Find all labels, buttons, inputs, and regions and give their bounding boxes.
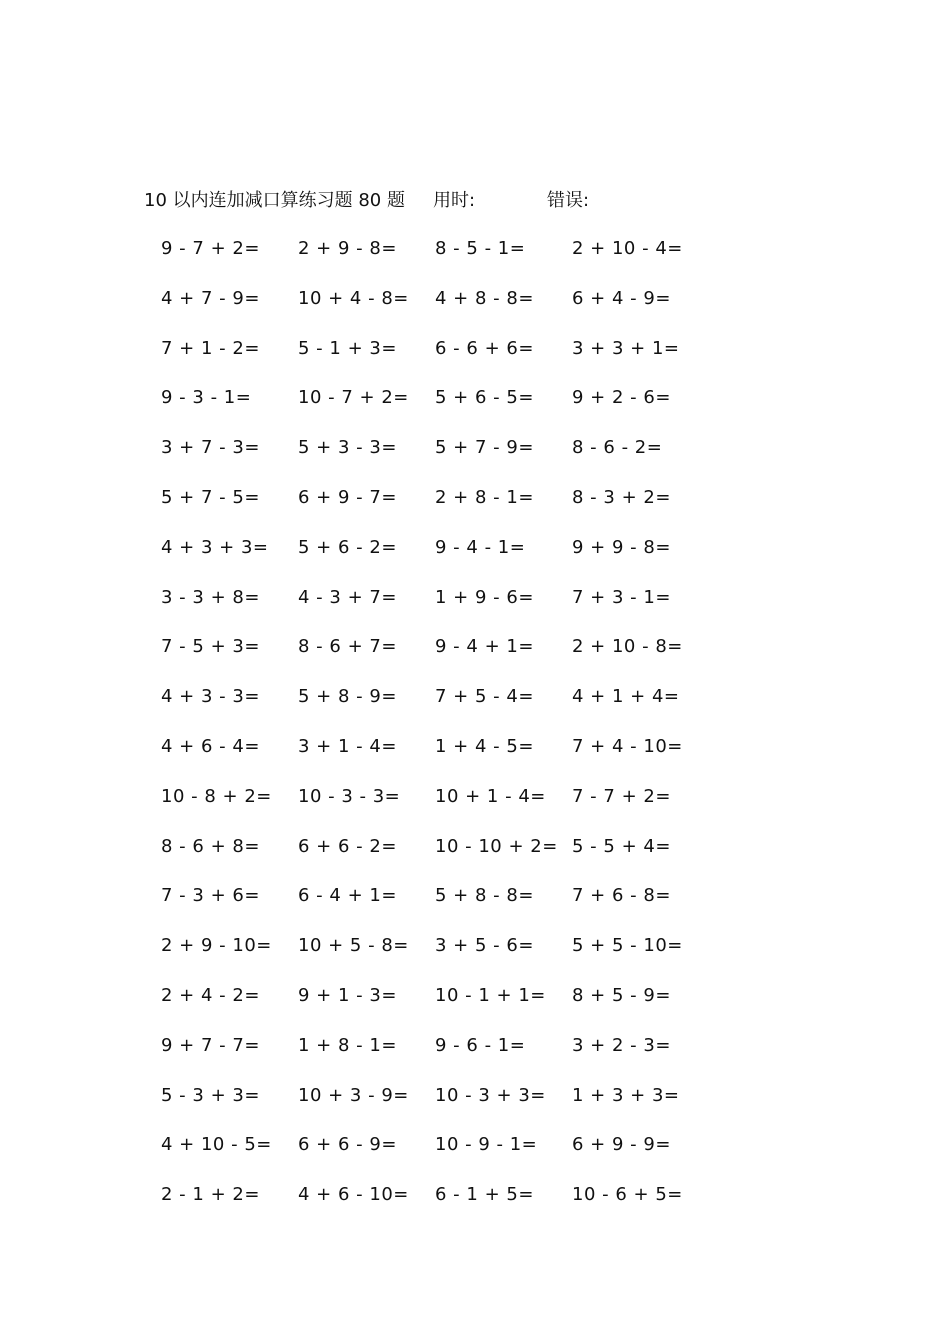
problem-item: 5 - 5 + 4=: [572, 835, 671, 857]
problem-item: 7 + 3 - 1=: [572, 586, 671, 608]
problem-item: 10 - 3 + 3=: [435, 1084, 546, 1106]
problem-row: [0, 234, 950, 284]
problem-item: 9 + 7 - 7=: [161, 1034, 260, 1056]
problem-row: [0, 1081, 950, 1131]
problem-item: 2 + 8 - 1=: [435, 486, 534, 508]
problem-item: 5 - 3 + 3=: [161, 1084, 260, 1106]
problem-row: [0, 931, 950, 981]
problem-item: 6 + 9 - 9=: [572, 1134, 671, 1156]
problem-row: [0, 632, 950, 682]
problem-item: 9 + 1 - 3=: [298, 984, 397, 1006]
problem-item: 6 - 4 + 1=: [298, 885, 397, 907]
problem-item: 10 + 4 - 8=: [298, 287, 409, 309]
problem-grid: [0, 234, 950, 1230]
problem-item: 10 - 1 + 1=: [435, 984, 546, 1006]
problem-item: 2 + 10 - 4=: [572, 238, 683, 259]
problem-row: [0, 782, 950, 832]
problem-item: 5 + 8 - 9=: [298, 686, 397, 708]
worksheet-header: [0, 186, 950, 216]
problem-item: 10 + 1 - 4=: [435, 785, 546, 807]
problem-item: 2 + 9 - 8=: [298, 238, 397, 259]
problem-row: [0, 334, 950, 384]
problem-item: 6 + 6 - 9=: [298, 1134, 397, 1156]
problem-item: 1 + 8 - 1=: [298, 1034, 397, 1056]
problem-item: 9 - 7 + 2=: [161, 238, 260, 259]
problem-item: 4 + 8 - 8=: [435, 287, 534, 309]
problem-item: 8 - 5 - 1=: [435, 238, 526, 259]
problem-item: 5 + 7 - 9=: [435, 437, 534, 459]
problem-item: 3 + 2 - 3=: [572, 1034, 671, 1056]
problem-item: 6 + 9 - 7=: [298, 486, 397, 508]
problem-item: 6 - 6 + 6=: [435, 337, 534, 359]
problem-item: 2 + 10 - 8=: [572, 636, 683, 658]
problem-item: 7 + 6 - 8=: [572, 885, 671, 907]
problem-item: 8 - 6 + 8=: [161, 835, 260, 857]
problem-item: 3 - 3 + 8=: [161, 586, 260, 608]
problem-item: 10 + 5 - 8=: [298, 935, 409, 957]
problem-row: [0, 284, 950, 334]
problem-item: 10 - 10 + 2=: [435, 835, 558, 857]
problem-row: [0, 483, 950, 533]
problem-item: 4 + 1 + 4=: [572, 686, 680, 708]
problem-item: 9 + 9 - 8=: [572, 536, 671, 558]
problem-item: 9 - 4 + 1=: [435, 636, 534, 658]
problem-row: [0, 433, 950, 483]
problem-item: 1 + 3 + 3=: [572, 1084, 680, 1106]
problem-item: 5 + 8 - 8=: [435, 885, 534, 907]
problem-item: 9 - 3 - 1=: [161, 387, 252, 409]
problem-item: 10 - 7 + 2=: [298, 387, 409, 409]
problem-item: 4 + 3 + 3=: [161, 536, 269, 558]
problem-item: 6 - 1 + 5=: [435, 1184, 534, 1206]
problem-item: 7 + 5 - 4=: [435, 686, 534, 708]
problem-row: [0, 533, 950, 583]
problem-row: [0, 981, 950, 1031]
problem-item: 9 - 6 - 1=: [435, 1034, 526, 1056]
problem-row: [0, 383, 950, 433]
problem-item: 1 + 4 - 5=: [435, 735, 534, 757]
problem-item: 10 - 6 + 5=: [572, 1184, 683, 1206]
problem-row: [0, 832, 950, 882]
problem-item: 6 + 6 - 2=: [298, 835, 397, 857]
problem-item: 3 + 7 - 3=: [161, 437, 260, 459]
problem-item: 9 - 4 - 1=: [435, 536, 526, 558]
problem-item: 7 - 7 + 2=: [572, 785, 671, 807]
problem-item: 3 + 3 + 1=: [572, 337, 680, 359]
problem-item: 10 + 3 - 9=: [298, 1084, 409, 1106]
problem-item: 5 + 7 - 5=: [161, 486, 260, 508]
problem-item: 2 - 1 + 2=: [161, 1184, 260, 1206]
problem-item: 2 + 4 - 2=: [161, 984, 260, 1006]
problem-item: 3 + 1 - 4=: [298, 735, 397, 757]
problem-item: 8 - 6 - 2=: [572, 437, 663, 459]
problem-item: 8 + 5 - 9=: [572, 984, 671, 1006]
problem-item: 5 + 6 - 5=: [435, 387, 534, 409]
problem-row: [0, 682, 950, 732]
problem-item: 9 + 2 - 6=: [572, 387, 671, 409]
problem-item: 4 + 6 - 4=: [161, 735, 260, 757]
problem-item: 3 + 5 - 6=: [435, 935, 534, 957]
problem-item: 7 - 3 + 6=: [161, 885, 260, 907]
problem-item: 2 + 9 - 10=: [161, 935, 272, 957]
problem-item: 5 + 3 - 3=: [298, 437, 397, 459]
problem-item: 8 - 3 + 2=: [572, 486, 671, 508]
worksheet-title: 10 以内连加减口算练习题 80 题: [144, 190, 405, 211]
problem-row: [0, 1180, 950, 1230]
problem-item: 7 - 5 + 3=: [161, 636, 260, 658]
problem-item: 4 + 3 - 3=: [161, 686, 260, 708]
problem-item: 5 + 6 - 2=: [298, 536, 397, 558]
problem-item: 10 - 3 - 3=: [298, 785, 401, 807]
problem-item: 4 + 6 - 10=: [298, 1184, 409, 1206]
problem-item: 7 + 4 - 10=: [572, 735, 683, 757]
problem-row: [0, 1130, 950, 1180]
problem-row: [0, 583, 950, 633]
problem-item: 5 - 1 + 3=: [298, 337, 397, 359]
problem-item: 10 - 8 + 2=: [161, 785, 272, 807]
problem-item: 7 + 1 - 2=: [161, 337, 260, 359]
problem-row: [0, 881, 950, 931]
problem-item: 1 + 9 - 6=: [435, 586, 534, 608]
problem-row: [0, 1031, 950, 1081]
problem-item: 8 - 6 + 7=: [298, 636, 397, 658]
problem-item: 4 + 7 - 9=: [161, 287, 260, 309]
problem-item: 4 + 10 - 5=: [161, 1134, 272, 1156]
problem-item: 4 - 3 + 7=: [298, 586, 397, 608]
time-used-label: 用时:: [433, 190, 476, 211]
problem-item: 6 + 4 - 9=: [572, 287, 671, 309]
problem-item: 10 - 9 - 1=: [435, 1134, 538, 1156]
problem-row: [0, 732, 950, 782]
errors-label: 错误:: [547, 190, 590, 211]
problem-item: 5 + 5 - 10=: [572, 935, 683, 957]
